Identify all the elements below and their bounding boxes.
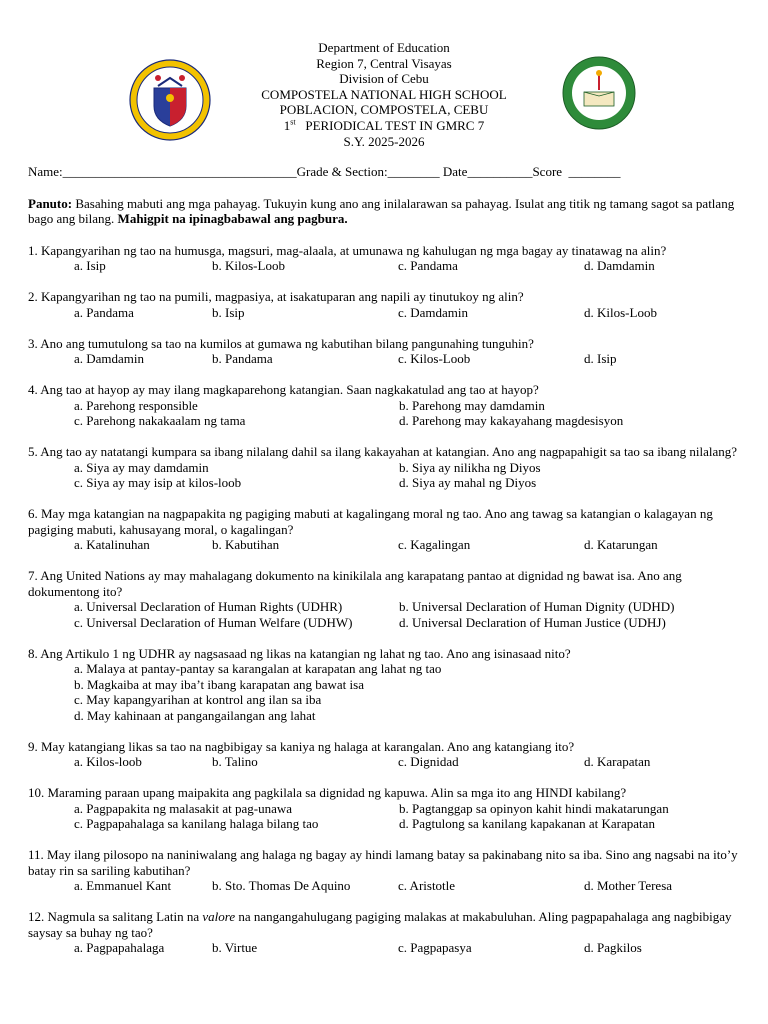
- answer-option: d. Karapatan: [584, 754, 651, 769]
- options-row: [74, 258, 740, 274]
- name-field[interactable]: ____________________________________: [62, 164, 297, 179]
- answer-option: a. Pagpapakita ng malasakit at pag-unawa: [74, 800, 293, 816]
- answer-option: a. Emmanuel Kant: [74, 878, 172, 893]
- options-row: [74, 754, 740, 770]
- question-text: 9. May katangiang likas sa tao na nagbibigay sa kaniya ng halaga at karangalan. Ano ang katangiang ito?: [28, 738, 575, 754]
- question-text: 7. Ang United Nations ay may mahalagang dokumento na kinikilala ang karapatang pantao at dignidad ng bawat isa. Ano ang dokumentong ito?: [28, 568, 682, 599]
- score-field[interactable]: ________: [568, 164, 621, 179]
- question-text: 6. May mga katangian na nagpapakita ng pagiging mabuti at kagalingang moral ng tao. Ano ang tawag sa katangian o kalagayan ng pagiging mabuti, kahusayang moral, o kagalingan?: [28, 506, 713, 537]
- answer-option: d. Pagkilos: [584, 940, 642, 955]
- answer-options: [28, 599, 740, 630]
- name-label: Name:: [28, 164, 63, 179]
- answer-option: a. Pandama: [74, 304, 134, 320]
- options-row: [74, 475, 740, 491]
- answer-option: d. Siya ay mahal ng Diyos: [399, 475, 537, 490]
- answer-option: a. Isip: [74, 258, 106, 273]
- answer-options: [28, 305, 740, 321]
- answer-options: [28, 460, 740, 491]
- question-item: [28, 909, 740, 956]
- answer-options: [28, 351, 740, 367]
- answer-option: b. Siya ay nilikha ng Diyos: [399, 459, 541, 475]
- header-line-school: COMPOSTELA NATIONAL HIGH SCHOOL: [261, 86, 507, 102]
- options-row: [74, 940, 740, 956]
- answer-option: c. Universal Declaration of Human Welfare (UDHW): [74, 614, 353, 630]
- test-ordinal: 1: [283, 117, 291, 133]
- question-text-part: valore: [202, 909, 236, 924]
- question-item: [28, 506, 740, 553]
- instructions-emphasis: Mahigpit na ipinagbabawal ang pagbura.: [117, 211, 348, 226]
- answer-option: a. Pagpapahalaga: [74, 940, 165, 955]
- answer-options: [28, 258, 740, 274]
- student-info-line: [28, 164, 740, 180]
- answer-option: b. Sto. Thomas De Aquino: [212, 878, 351, 893]
- question-item: [28, 785, 740, 832]
- answer-option: a. Parehong responsible: [74, 397, 198, 413]
- options-row: [74, 305, 740, 321]
- score-label: Score: [532, 164, 563, 179]
- answer-option: b. Talino: [212, 754, 258, 769]
- answer-options: [28, 940, 740, 956]
- answer-option: b. Parehong may damdamin: [399, 397, 545, 413]
- question-text: [28, 909, 740, 940]
- answer-option: c. Pandama: [398, 258, 458, 273]
- answer-option: a. Katalinuhan: [74, 537, 150, 552]
- date-label: Date: [442, 164, 468, 179]
- answer-option: b. Universal Declaration of Human Dignity (UDHD): [399, 599, 675, 614]
- question-text: 2. Kapangyarihan ng tao na pumili, magpasiya, at isakatuparan ang napili ay tinutukoy ng alin?: [28, 289, 524, 304]
- header-line-region: Region 7, Central Visayas: [316, 55, 452, 71]
- answer-option: d. Isip: [584, 351, 617, 366]
- grade-section-field[interactable]: ________: [387, 164, 440, 179]
- answer-option: c. Pagpapahalaga sa kanilang halaga bilang tao: [74, 816, 319, 831]
- options-row: [74, 537, 740, 553]
- answer-option: b. Isip: [212, 304, 245, 320]
- answer-option: d. Universal Declaration of Human Justice (UDHJ): [399, 614, 666, 630]
- question-item: [28, 382, 740, 429]
- instructions: [28, 196, 740, 227]
- answer-option: c. Dignidad: [398, 754, 459, 769]
- answer-options: [28, 537, 740, 553]
- answer-option: c. Kilos-Loob: [398, 351, 471, 366]
- answer-option: d. Kilos-Loob: [584, 304, 657, 320]
- header-line-school-year: S.Y. 2025-2026: [343, 133, 425, 149]
- answer-option: d. Pagtulong sa kanilang kapakanan at Karapatan: [399, 816, 655, 831]
- question-text: 3. Ano ang tumutulong sa tao na kumilos at gumawa ng kabutihan bilang pangunahing tunguhin?: [28, 335, 534, 351]
- question-item: [28, 243, 740, 274]
- question-item: [28, 444, 740, 491]
- answer-options: [28, 801, 740, 832]
- answer-option: b. Kilos-Loob: [212, 258, 285, 273]
- options-row: [74, 878, 740, 894]
- answer-option: b. Pandama: [212, 351, 273, 366]
- answer-option: b. Virtue: [212, 940, 258, 955]
- options-row: [74, 816, 740, 832]
- instructions-label: Panuto:: [28, 195, 73, 211]
- answer-option: c. Parehong nakakaalam ng tama: [74, 413, 246, 428]
- grade-section-label: Grade & Section:: [296, 164, 388, 179]
- test-title: PERIODICAL TEST IN GMRC 7: [305, 117, 485, 133]
- test-page: [28, 40, 740, 971]
- answer-option: b. Magkaiba at may iba’t ibang karapatan ang bawat isa: [74, 676, 364, 692]
- answer-option: a. Universal Declaration of Human Rights (UDHR): [74, 599, 343, 614]
- question-item: [28, 568, 740, 630]
- instructions-text: Basahing mabuti ang mga pahayag. Tukuyin kung ano ang inilalarawan sa pahayag. Isulat ang titik ng tamang sagot sa patlang bago ang bilang.: [28, 195, 735, 226]
- header-line-department: Department of Education: [318, 40, 450, 55]
- test-ordinal-suffix: st: [290, 117, 296, 127]
- options-row: [74, 460, 740, 476]
- document-header: [28, 40, 740, 150]
- answer-options: [28, 878, 740, 894]
- deped-seal-icon: [128, 58, 212, 142]
- options-row: [74, 398, 740, 414]
- options-row: [74, 801, 740, 817]
- question-item: [28, 739, 740, 770]
- options-row: [74, 413, 740, 429]
- question-text: 8. Ang Artikulo 1 ng UDHR ay nagsasaad ng likas na katangian ng lahat ng tao. Ano ang isinasaad nito?: [28, 645, 571, 661]
- options-row: [74, 599, 740, 615]
- question-item: [28, 289, 740, 320]
- question-text-part: 12. Nagmula sa salitang Latin na: [28, 909, 203, 924]
- question-text: 11. May ilang pilosopo na naniniwalang ang halaga ng bagay ay hindi lamang batay sa pakinabang nito sa iba. Sino ang nagsabi na ito’y batay rin sa sariling kabutihan?: [28, 847, 738, 878]
- answer-option: b. Pagtanggap sa opinyon kahit hindi makatarungan: [399, 800, 669, 816]
- question-text: 1. Kapangyarihan ng tao na humusga, magsuri, mag-alaala, at umunawa ng kahulugan ng mga bagay ay tinatawag na alin?: [28, 242, 667, 258]
- answer-option: d. Damdamin: [584, 258, 655, 273]
- header-line-address: POBLACION, COMPOSTELA, CEBU: [279, 102, 489, 118]
- question-list: [28, 243, 740, 956]
- header-line-division: Division of Cebu: [339, 71, 429, 87]
- question-text: 5. Ang tao ay natatangi kumpara sa ibang nilalang dahil sa ilang kakayahan at katangian. Ano ang nagpapahigit sa tao sa ibang nilalang?: [28, 444, 738, 459]
- answer-option: d. Mother Teresa: [584, 878, 673, 893]
- answer-option: c. May kapangyarihan at kontrol ang ilan sa iba: [74, 692, 322, 707]
- answer-option: c. Aristotle: [398, 878, 456, 893]
- answer-options: [28, 754, 740, 770]
- answer-option: b. Kabutihan: [212, 537, 280, 552]
- question-text: 4. Ang tao at hayop ay may ilang magkaparehong katangian. Saan nagkakatulad ang tao at hayop?: [28, 382, 539, 397]
- answer-options: [28, 661, 740, 723]
- answer-options: [28, 398, 740, 429]
- answer-option: c. Pagpapasya: [398, 940, 472, 955]
- answer-option: d. Katarungan: [584, 537, 658, 552]
- answer-option: a. Malaya at pantay-pantay sa karangalan at karapatan ang lahat ng tao: [74, 661, 442, 676]
- answer-option: d. May kahinaan at pangangailangan ang lahat: [74, 707, 316, 723]
- answer-option: c. Damdamin: [398, 304, 469, 320]
- answer-option: c. Kagalingan: [398, 537, 471, 552]
- date-field[interactable]: __________: [467, 164, 533, 179]
- question-text: 10. Maraming paraan upang maipakita ang pagkilala sa dignidad ng kapuwa. Alin sa mga ito ang HINDI kabilang?: [28, 785, 627, 800]
- question-item: [28, 646, 740, 724]
- question-item: [28, 847, 740, 894]
- question-item: [28, 336, 740, 367]
- question-text-part: na nangangahulugang pagiging malakas at makabuluhan. Aling pagpapahalaga ang nagbibigay saysay sa buhay ng tao?: [28, 909, 732, 940]
- answer-option: a. Siya ay may damdamin: [74, 459, 209, 475]
- options-row: [74, 351, 740, 367]
- answer-option: a. Kilos-loob: [74, 754, 142, 769]
- answer-option: c. Siya ay may isip at kilos-loob: [74, 475, 242, 490]
- options-row: [74, 615, 740, 631]
- answer-option: d. Parehong may kakayahang magdesisyon: [399, 413, 624, 428]
- school-seal-icon: [562, 56, 636, 130]
- answer-option: a. Damdamin: [74, 351, 145, 366]
